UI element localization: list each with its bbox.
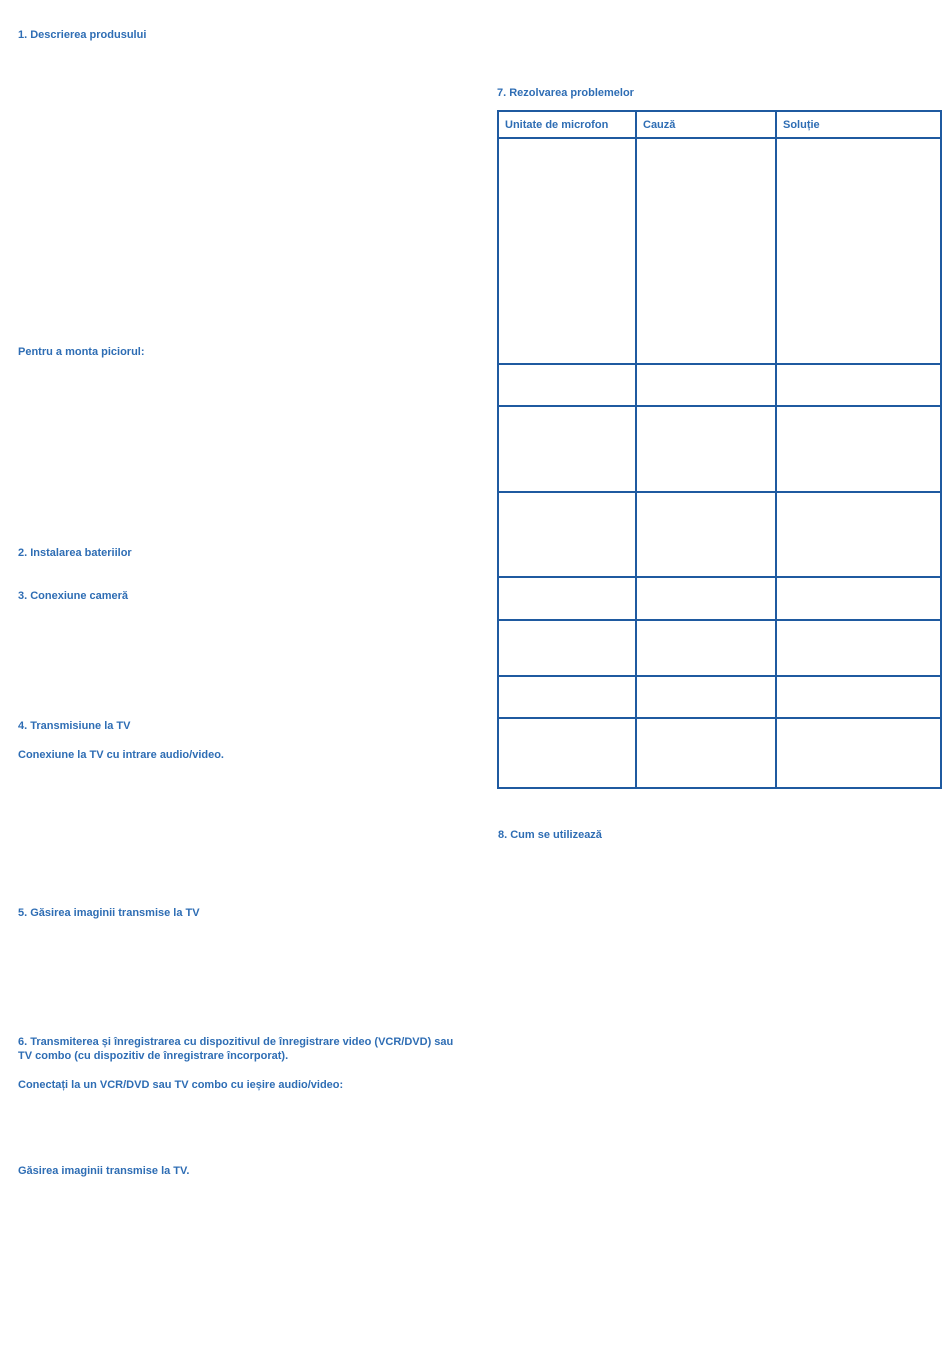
troubleshooting-table (497, 110, 942, 789)
table-row (498, 718, 941, 788)
section-3-heading: 3. Conexiune cameră (18, 590, 129, 602)
section-1-heading: 1. Descrierea produsului (18, 29, 147, 41)
section-2-heading: 2. Instalarea bateriilor (18, 547, 132, 559)
section-4-subtext: Conexiune la TV cu intrare audio/video. (18, 749, 224, 761)
table-row (498, 577, 941, 620)
table-row (498, 676, 941, 718)
table-row (498, 620, 941, 676)
section-8-heading: 8. Cum se utilizează (498, 829, 602, 841)
header-microphone-unit: Unitate de microfon (498, 111, 636, 138)
section-6-subtext: Conectați la un VCR/DVD sau TV combo cu ieșire audio/video: (18, 1079, 344, 1091)
section-4-heading: 4. Transmisiune la TV (18, 720, 131, 732)
section-6-find-image: Găsirea imaginii transmise la TV. (18, 1165, 190, 1177)
table-row (498, 138, 941, 364)
mount-leg-text: Pentru a monta piciorul: (18, 346, 145, 358)
table-row (498, 492, 941, 577)
table-header-row (498, 111, 941, 138)
header-cause: Cauză (636, 111, 776, 138)
section-5-heading: 5. Găsirea imaginii transmise la TV (18, 907, 200, 919)
table-row (498, 406, 941, 492)
header-solution: Soluție (776, 111, 941, 138)
section-6-heading: 6. Transmiterea și înregistrarea cu dispozitivul de înregistrare video (VCR/DVD) sau TV combo (cu dispozitiv de înregistrare încorporat). (18, 1036, 454, 1062)
table-row (498, 364, 941, 406)
section-7-heading: 7. Rezolvarea problemelor (497, 87, 634, 99)
